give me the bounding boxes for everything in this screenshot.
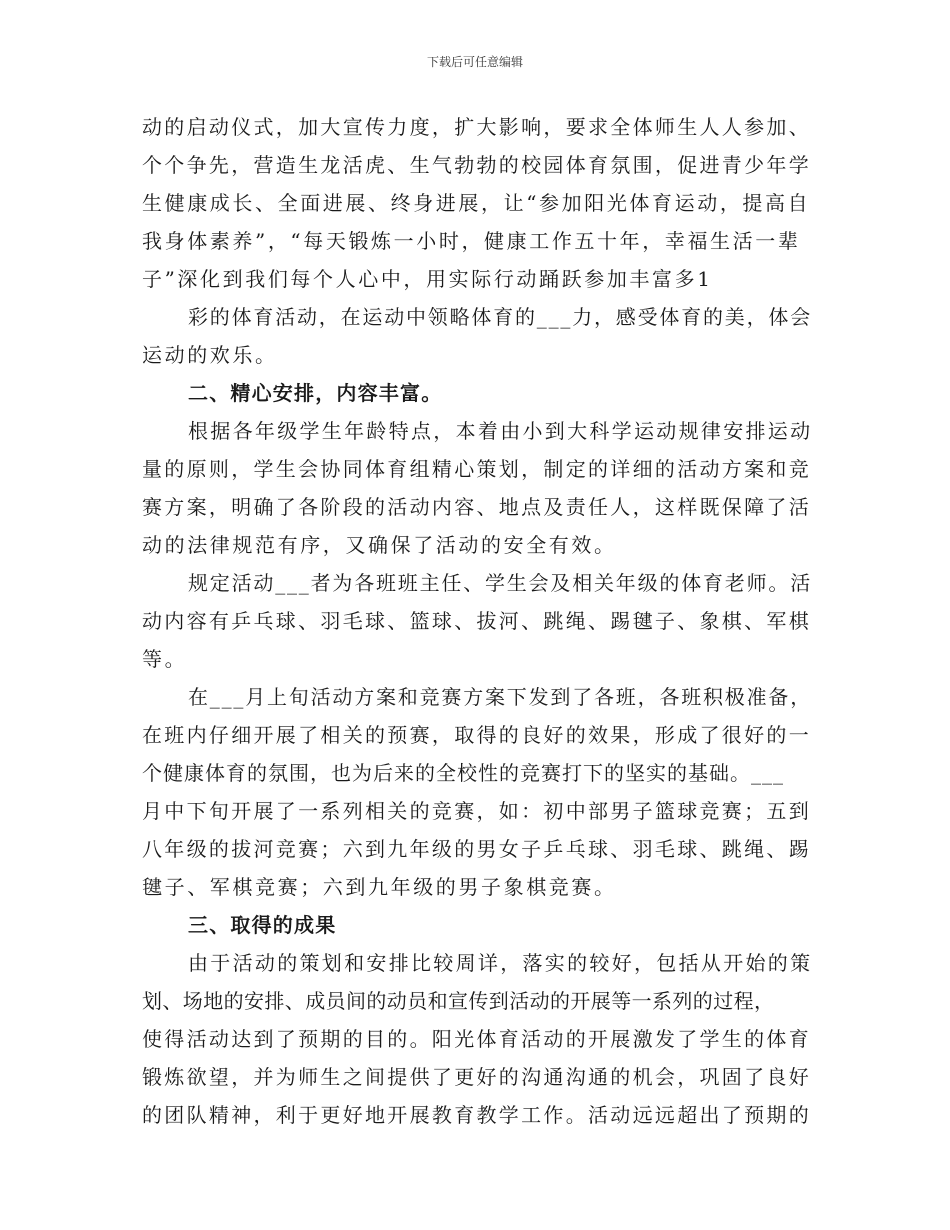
body-line: 动的启动仪式，加大宣传力度，扩大影响，要求全体师生人人参加、 [142,115,811,139]
section-heading: 二、精心安排，内容丰富。 [188,381,443,405]
body-line: 划、场地的安排、成员间的动员和宣传到活动的开展等一系列的过程， [142,989,775,1013]
body-line: 由于活动的策划和安排比较周详，落实的较好，包括从开始的策 [188,951,813,975]
body-line: 动内容有乒乓球、羽毛球、篮球、拔河、跳绳、踢毽子、象棋、军棋 [142,609,811,633]
body-line: 使得活动达到了预期的目的。阳光体育活动的开展激发了学生的体育 [142,1027,811,1051]
body-line: 锻炼欲望，并为师生之间提供了更好的沟通沟通的机会，巩固了良好 [142,1065,811,1089]
body-line: 赛方案，明确了各阶段的活动内容、地点及责任人，这样既保障了活 [142,495,811,519]
body-line: 规定活动___者为各班班主任、学生会及相关年级的体育老师。活 [188,571,812,595]
body-line: 根据各年级学生年龄特点，本着由小到大科学运动规律安排运动 [188,419,813,443]
body-line: 个个争先，营造生龙活虎、生气勃勃的校园体育氛围，促进青少年学 [142,153,811,177]
body-line: 动的法律规范有序，又确保了活动的安全有效。 [142,533,617,557]
body-line: 运动的欢乐。 [142,343,278,367]
body-line: 的团队精神，利于更好地开展教育教学工作。活动远远超出了预期的 [142,1103,811,1127]
body-line: 彩的体育活动，在运动中领略体育的___力，感受体育的美，体会 [188,305,812,329]
section-heading: 三、取得的成果 [188,913,337,937]
body-line: 子”深化到我们每个人心中，用实际行动踊跃参加丰富多1 [142,267,713,291]
body-line: 月中下旬开展了一系列相关的竞赛，如：初中部男子篮球竞赛；五到 [142,799,811,823]
body-line: 生健康成长、全面进展、终身进展，让“参加阳光体育运动，提高自 [142,191,811,215]
body-line: 在班内仔细开展了相关的预赛，取得的良好的效果，形成了很好的一 [142,723,811,747]
body-line: 量的原则，学生会协同体育组精心策划，制定的详细的活动方案和竞 [142,457,811,481]
page-header: 下载后可任意编辑 [426,55,523,69]
body-line: 等。 [142,647,188,671]
body-line: 八年级的拔河竞赛；六到九年级的男女子乒乓球、羽毛球、跳绳、踢 [142,837,811,861]
body-line: 个健康体育的氛围，也为后来的全校性的竞赛打下的坚实的基础。___ [142,761,784,785]
body-line: 毽子、军棋竞赛；六到九年级的男子象棋竞赛。 [142,875,617,899]
body-line: 在___月上旬活动方案和竞赛方案下发到了各班，各班积极准备， [188,685,812,709]
body-line: 我身体素养”，“每天锻炼一小时，健康工作五十年，幸福生活一辈 [142,229,801,253]
